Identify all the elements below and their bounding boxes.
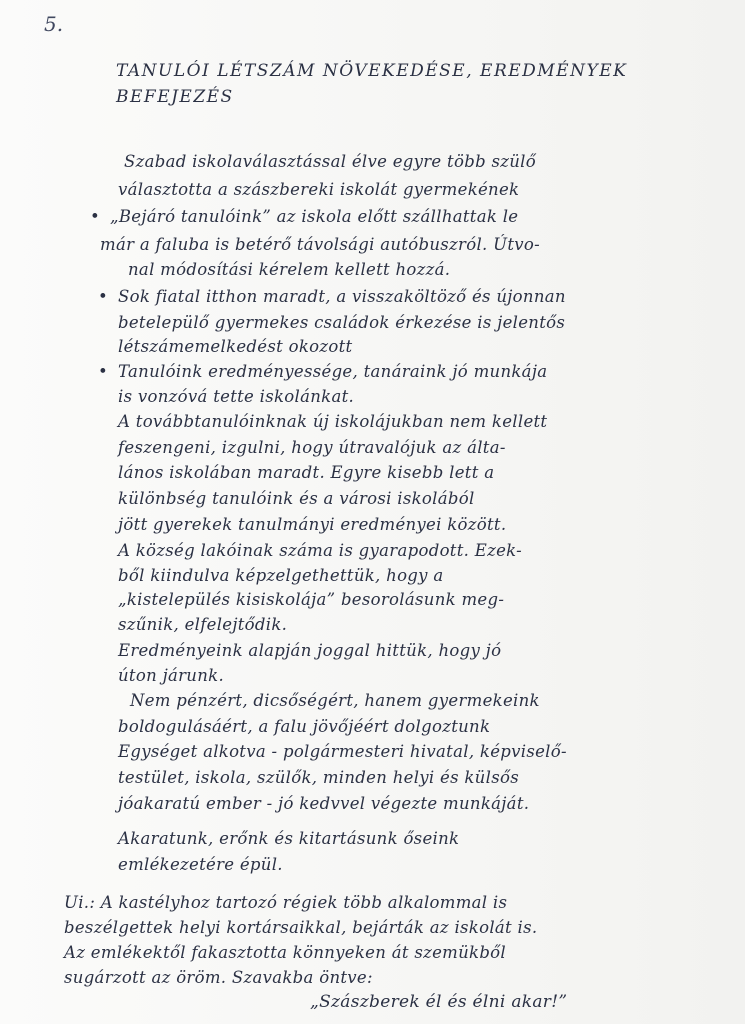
body-line: is vonzóvá tette iskolánkat. (118, 387, 355, 406)
body-line: „kistelepülés kisiskolája” besorolásunk meg- (118, 590, 505, 609)
title-line-2: BEFEJEZÉS (116, 87, 234, 107)
document-title (116, 58, 676, 110)
body-line: emlékezetére épül. (118, 855, 283, 874)
postscript-line: beszélgettek helyi kortársaikkal, bejárták az iskolát is. (64, 918, 538, 937)
body-line: Egységet alkotva - polgármesteri hivatal, képviselő- (118, 742, 567, 761)
body-line: választotta a szászbereki iskolát gyermekének (118, 180, 520, 199)
body-line: nal módosítási kérelem kellett hozzá. (128, 260, 451, 279)
body-line: Szabad iskolaválasztással élve egyre több szülő (124, 152, 536, 171)
closing-quote: „Szászberek él és élni akar!” (310, 992, 568, 1012)
body-line: lános iskolában maradt. Egyre kisebb lett a (118, 463, 495, 482)
body-line: már a faluba is betérő távolsági autóbuszról. Útvo- (100, 235, 540, 254)
body-line: betelepülő gyermekes családok érkezése is jelentős (118, 313, 566, 332)
page-number: 5. (44, 12, 64, 36)
body-line: boldogulásáért, a falu jövőjéért dolgoztunk (118, 717, 491, 736)
body-line: jóakaratú ember - jó kedvvel végezte munkáját. (118, 794, 530, 813)
postscript-line: Ui.: A kastélyhoz tartozó régiek több alkalommal is (64, 893, 508, 912)
body-line: jött gyerekek tanulmányi eredményei között. (118, 515, 507, 534)
body-line: Akaratunk, erőnk és kitartásunk őseink (118, 829, 460, 848)
body-line: szűnik, elfelejtődik. (118, 615, 288, 634)
body-line: úton járunk. (118, 666, 224, 685)
body-line: testület, iskola, szülők, minden helyi és külsős (118, 768, 519, 787)
body-line: • Tanulóink eredményessége, tanáraink jó munkája (118, 362, 547, 381)
body-line: ből kiindulva képzelgethettük, hogy a (118, 566, 444, 585)
body-line: létszámemelkedést okozott (118, 337, 353, 356)
body-line: A továbbtanulóinknak új iskolájukban nem kellett (118, 412, 548, 431)
body-line: Eredményeink alapján joggal hittük, hogy jó (118, 641, 502, 660)
postscript-line: sugárzott az öröm. Szavakba öntve: (64, 968, 373, 987)
body-line: feszengeni, izgulni, hogy útravalójuk az álta- (118, 438, 506, 457)
body-line: A község lakóinak száma is gyarapodott. Ezek- (118, 541, 523, 560)
postscript-line: Az emlékektől fakasztotta könnyeken át szemükből (64, 943, 506, 962)
title-line-1: TANULÓI LÉTSZÁM NÖVEKEDÉSE, EREDMÉNYEK (116, 61, 628, 81)
body-line: • „Bejáró tanulóink” az iskola előtt szállhattak le (110, 207, 518, 226)
body-line: • Sok fiatal itthon maradt, a visszaköltöző és újonnan (118, 287, 566, 306)
body-line: Nem pénzért, dicsőségért, hanem gyermekeink (130, 691, 540, 710)
body-line: különbség tanulóink és a városi iskolából (118, 489, 475, 508)
